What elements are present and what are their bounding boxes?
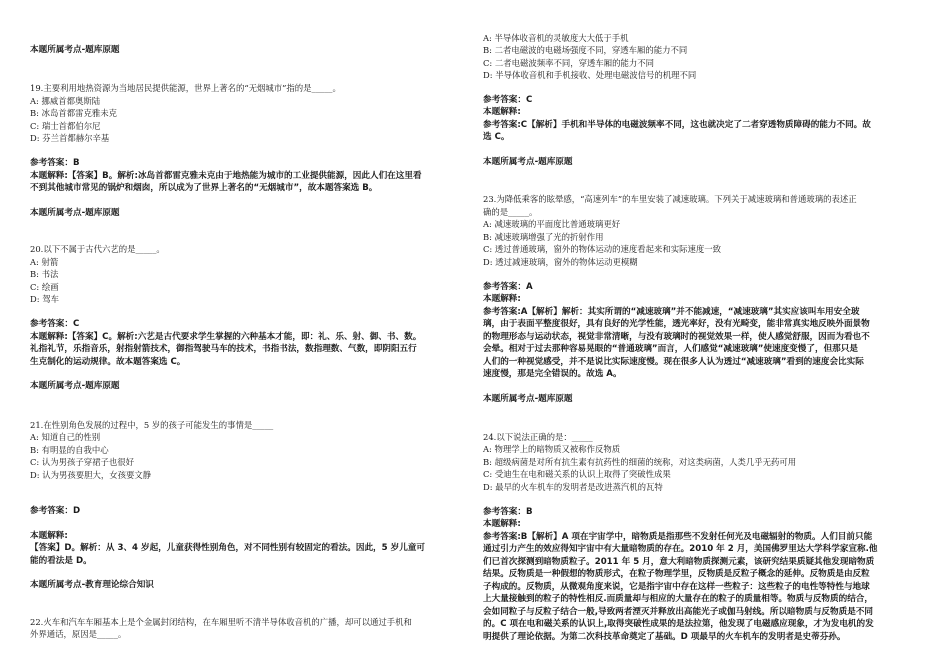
q21-option-b: B: 有明显的自我中心 xyxy=(30,445,109,455)
q20-analysis-1: 本题解释:【答案】C。解析:六艺是古代要求学生掌握的六种基本才能，即：礼、乐、射、御、书、数。 xyxy=(30,332,422,342)
q19-option-d: D: 芬兰首都赫尔辛基 xyxy=(30,133,110,143)
q21-analysis-label: 本题解释: xyxy=(30,531,68,541)
question-21-stem: 21.在性别角色发展的过程中，5 岁的孩子可能发生的事情是_____ xyxy=(30,420,274,430)
q24-option-a: A: 物理学上的暗物质又被称作反物质 xyxy=(483,444,621,454)
q24-analysis-4: 结果。反物质是一种假想的物质形式，在粒子物理学里，反物质是反粒子概念的延伸。反物质是由反粒 xyxy=(483,569,870,579)
q23-option-b: B: 减速玻璃增强了光的折射作用 xyxy=(483,232,604,242)
q21-option-a: A: 知道自己的性别 xyxy=(30,432,101,442)
q22-analysis-1: 参考答案:C【解析】手机和半导体的电磁波频率不同，这也就决定了二者穿透物质障碍的能力不同。故 xyxy=(483,120,871,130)
q22-option-d: D: 半导体收音机和手机接收、处理电磁波信号的机理不同 xyxy=(483,70,697,80)
q24-analysis-9: 明提供了理论依据。为第二次科技革命奠定了基础。D 项最早的火车机车的发明者是史蒂芬孙。 xyxy=(483,632,846,642)
q24-answer: 参考答案：B xyxy=(483,507,533,517)
question-23-stem-2: 确的是_____。 xyxy=(483,207,538,217)
q24-option-d: D: 最早的火车机车的发明者是改进蒸汽机的瓦特 xyxy=(483,482,663,492)
q23-option-c: C: 透过普通玻璃，窗外的物体运动的速度看起来和实际速度一致 xyxy=(483,244,722,254)
q19-option-c: C: 瑞士首都伯尔尼 xyxy=(30,121,101,131)
q24-analysis-1: 参考答案:B【解析】A 项在宇宙学中，暗物质是指那些不发射任何光及电磁辐射的物质。人们目前只能 xyxy=(483,532,873,542)
q22-option-a: A: 半导体收音机的灵敏度大大低于手机 xyxy=(483,33,629,43)
q23-analysis-5: 人们的一种视觉感受，并不是说比实际速度慢。现在很多人认为透过“减速玻璃”看到的速度会比实际 xyxy=(483,357,864,367)
q22-analysis-2: 选 C。 xyxy=(483,132,510,142)
q21-option-d: D: 认为男孩要胆大，女孩要文静 xyxy=(30,470,152,480)
q20-option-a: A: 射箭 xyxy=(30,257,59,267)
q20-answer: 参考答案：C xyxy=(30,319,80,329)
question-22-stem-2: 外界通话，原因是_____。 xyxy=(30,629,127,639)
q24-analysis-3: 们已首次探测到暗物质粒子。2011 年 5 月，意大利暗物质探测元素，该研究结果质疑其他发现暗物质 xyxy=(483,557,875,567)
q19-category: 本题所属考点-题库原题 xyxy=(30,208,120,218)
q24-analysis-7: 会如同粒子与反粒子结合一般,导致两者湮灭并释放出高能光子或伽马射线。所以暗物质与反物质是不同 xyxy=(483,607,873,617)
q22-answer: 参考答案：C xyxy=(483,95,533,105)
q21-category: 本题所属考点-教育理论综合知识 xyxy=(30,580,154,590)
q23-answer: 参考答案：A xyxy=(483,282,533,292)
q23-analysis-1: 参考答案:A【解析】解析：其实所谓的“减速玻璃”并不能减速，“减速玻璃”其实应该叫车用安全玻 xyxy=(483,307,860,317)
q24-option-b: B: 超级病菌是对所有抗生素有抗药性的细菌的统称，对这类病菌，人类几乎无药可用 xyxy=(483,457,797,467)
q22-analysis-label: 本题解释: xyxy=(483,107,521,117)
q20-analysis-3: 生克制化的运动规律。故本题答案选 C。 xyxy=(30,357,186,367)
category-label: 本题所属考点-题库原题 xyxy=(30,45,120,55)
q24-analysis-5: 子构成的。反物质，从微观角度来说，它是指宇宙中存在这样一些粒子：这些粒子的电性等特性与地球 xyxy=(483,582,870,592)
q20-analysis-2: 礼指礼节，乐指音乐，射指射箭技术，御指驾驶马车的技术，书指书法，数指理数、气数，即阴阳五行 xyxy=(30,344,417,354)
q21-option-c: C: 认为男孩子穿裙子也很好 xyxy=(30,457,135,467)
q23-category: 本题所属考点-题库原题 xyxy=(483,394,573,404)
q23-analysis-3: 的物理形态与运动状态，视觉非常清晰，与没有玻璃时的视觉效果一样，使人感觉舒服，因而为看也不 xyxy=(483,332,870,342)
q24-analysis-8: 的。C 项在电和磁关系的认识上,取得突破性成果的是法拉第，他发现了电磁感应现象，才为发电机的发 xyxy=(483,619,874,629)
question-20-stem: 20.以下不属于古代六艺的是_____。 xyxy=(30,244,165,254)
question-23-stem-1: 23.为降低乘客的眩晕感，“高速列车”的车里安装了减速玻璃。下列关于减速玻璃和普通玻璃的表述正 xyxy=(483,194,857,204)
q23-option-d: D: 透过减速玻璃，窗外的物体运动更模糊 xyxy=(483,257,638,267)
q22-category: 本题所属考点-题库原题 xyxy=(483,157,573,167)
q19-analysis-2: 不到其他城市常见的锅炉和烟囱，所以成为了世界上著名的“无烟城市”，故本题答案选 B。 xyxy=(30,183,378,193)
q19-analysis-1: 本题解释:【答案】B。解析:冰岛首都雷克雅未克由于地热能为城市的工业提供能源，因此人们在这里看 xyxy=(30,171,422,181)
q19-option-a: A: 挪威首都奥斯陆 xyxy=(30,96,101,106)
q24-analysis-6: 上大量接触到的粒子的特性相反.而质量却与相应的大量存在的粒子的质量相等。物质与反物质的结合， xyxy=(483,594,873,604)
question-22-stem-1: 22.火车和汽车车厢基本上是个金属封闭结构，在车厢里听不清半导体收音机的广播，却可以通过手机和 xyxy=(30,617,412,627)
q24-analysis-label: 本题解释: xyxy=(483,519,521,529)
question-19-stem: 19.主要利用地热资源为当地居民提供能源，世界上著名的“无烟城市”指的是_____。 xyxy=(30,83,341,93)
q21-analysis-1: 【答案】D。解析：从 3、4 岁起，儿童获得性别角色，对不同性别有较固定的看法。因此，5 岁儿童可 xyxy=(30,543,425,553)
q20-category: 本题所属考点-题库原题 xyxy=(30,381,120,391)
q19-option-b: B: 冰岛首都雷克雅未克 xyxy=(30,108,118,118)
q24-analysis-2: 通过引力产生的效应得知宇宙中有大量暗物质的存在。2010 年 2 月，美国佛罗里达大学科学家宣称.他 xyxy=(483,544,878,554)
q20-option-c: C: 绘画 xyxy=(30,282,59,292)
q21-analysis-2: 能的看法是 D。 xyxy=(30,556,92,566)
q21-answer: 参考答案：D xyxy=(30,506,81,516)
q24-option-c: C: 受迪生在电和磁关系的认识上取得了突破性成果 xyxy=(483,469,671,479)
q23-analysis-4: 会晕。相对于过去那种容易晃眼的“普通玻璃”而言，人们感觉“减速玻璃”使速度变慢了，但那只是 xyxy=(483,344,858,354)
q23-analysis-label: 本题解释: xyxy=(483,294,521,304)
q20-option-b: B: 书法 xyxy=(30,269,59,279)
q22-option-c: C: 二者电磁波频率不同，穿透车厢的能力不同 xyxy=(483,58,655,68)
q23-analysis-2: 璃，由于表面平整度很好，具有良好的光学性能，透光率好，没有光畸变，能非常真实地反映外面景物 xyxy=(483,319,870,329)
question-24-stem: 24.以下说法正确的是：_____ xyxy=(483,432,593,442)
q22-option-b: B: 二者电磁波的电磁场强度不同，穿透车厢的能力不同 xyxy=(483,45,688,55)
q23-analysis-6: 速度慢，那是完全错误的。故选 A。 xyxy=(483,369,622,379)
q23-option-a: A: 减速玻璃的平面度比普通玻璃更好 xyxy=(483,219,621,229)
q20-option-d: D: 驾车 xyxy=(30,294,59,304)
q19-answer: 参考答案：B xyxy=(30,158,80,168)
